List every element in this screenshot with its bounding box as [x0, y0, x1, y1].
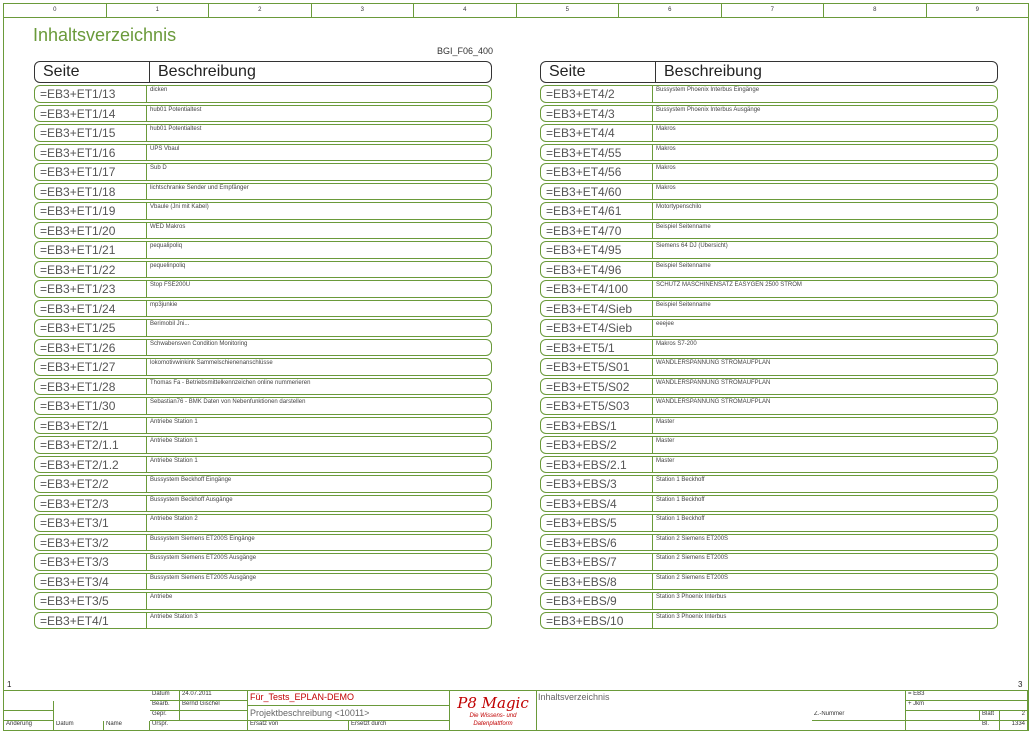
page-description: Thomas Fa - Betriebsmittelkennzeichen online nummerieren	[150, 379, 311, 386]
table-row[interactable]	[540, 261, 998, 279]
page-reference: =EB3+ET4/60	[541, 184, 653, 200]
table-row[interactable]	[34, 397, 492, 415]
table-header	[34, 61, 492, 83]
rows-left	[34, 85, 492, 629]
page-description: Antriebe	[150, 594, 173, 600]
table-row[interactable]	[34, 456, 492, 474]
table-row[interactable]	[540, 202, 998, 220]
table-row[interactable]	[540, 319, 998, 337]
ruler-cell: 5	[517, 4, 620, 17]
table-row[interactable]	[34, 105, 492, 123]
datum-col-label: Datum	[54, 721, 104, 731]
logo-sub: Datenplattform	[473, 721, 513, 727]
page-description: Motortypenschilo	[656, 204, 702, 210]
page-reference: =EB3+ET1/24	[35, 301, 147, 317]
page-description: Station 2 Siemens ET200S	[656, 555, 729, 561]
rev-cell	[4, 711, 54, 721]
page-description: Beispiel Seitenname	[656, 301, 711, 308]
page-reference: =EB3+ET1/14	[35, 106, 147, 122]
page-reference: =EB3+ET1/26	[35, 340, 147, 356]
header-seite: Seite	[35, 62, 150, 82]
table-row[interactable]	[34, 339, 492, 357]
page-description: UPS Vbaul	[150, 145, 180, 152]
name-col-label: Name	[104, 721, 150, 731]
table-row[interactable]	[34, 534, 492, 552]
ruler-cell: 1	[107, 4, 210, 17]
page-description: Master	[656, 418, 675, 425]
project-name: Für_Tests_EPLAN-DEMO	[248, 691, 450, 706]
page-reference: =EB3+ET1/25	[35, 320, 147, 336]
table-row[interactable]	[34, 280, 492, 298]
page-description: Beispiel Seitenname	[656, 223, 711, 230]
page-description: Antriebe Station 1	[150, 438, 198, 444]
table-row[interactable]	[34, 436, 492, 454]
table-row[interactable]	[34, 495, 492, 513]
logo-main: P8 Magic	[457, 694, 529, 712]
page-reference: =EB3+EBS/8	[541, 574, 653, 590]
page-description: Station 3 Phoenix Interbus	[656, 613, 727, 620]
page-description: lichtschranke Sender und Empfänger	[150, 184, 249, 191]
table-row[interactable]	[34, 573, 492, 591]
page-reference: =EB3+ET4/3	[541, 106, 653, 122]
page-title: Inhaltsverzeichnis	[33, 25, 177, 45]
page-reference: =EB3+ET4/2	[541, 86, 653, 102]
table-row[interactable]	[34, 202, 492, 220]
ruler-cell: 6	[619, 4, 722, 17]
table-row[interactable]	[540, 553, 998, 571]
table-row[interactable]	[34, 475, 492, 493]
table-row[interactable]	[34, 378, 492, 396]
page-reference: =EB3+ET1/21	[35, 242, 147, 258]
page-reference: =EB3+ET1/19	[35, 203, 147, 219]
page-reference: =EB3+ET5/S01	[541, 359, 653, 375]
gepr-label: Gepr.	[150, 711, 180, 721]
ersetzt-durch: Ersetzt durch	[349, 721, 450, 731]
page-reference: =EB3+ET4/70	[541, 223, 653, 239]
page-reference: =EB3+ET2/1.1	[35, 437, 147, 453]
sheet-title: Inhaltsverzeichnis	[536, 691, 906, 731]
page-reference: =EB3+ET2/3	[35, 496, 147, 512]
rows-right	[540, 85, 998, 629]
rev-cell	[4, 701, 54, 711]
page-reference: =EB3+EBS/9	[541, 593, 653, 609]
table-row[interactable]	[540, 612, 998, 630]
table-row[interactable]	[540, 475, 998, 493]
page-description: Station 1 Beckhoff	[656, 496, 705, 503]
page-reference: =EB3+ET1/20	[35, 223, 147, 239]
page-description: pequalipoliq	[150, 243, 183, 249]
table-row[interactable]	[540, 222, 998, 240]
page-description: Vbaule (Jni mit Kabel)	[150, 204, 209, 210]
table-row[interactable]	[540, 241, 998, 259]
page-reference: =EB3+ET3/3	[35, 554, 147, 570]
table-row[interactable]	[540, 514, 998, 532]
table-row[interactable]	[34, 144, 492, 162]
page-reference: =EB3+EBS/2.1	[541, 457, 653, 473]
bearb-value: Bernd Gischel	[180, 701, 248, 711]
page-description: pequelinpoliq	[150, 262, 186, 269]
page-description: WED Makros	[150, 223, 186, 230]
page-description: Master	[656, 438, 675, 444]
table-row[interactable]	[34, 592, 492, 610]
page-description: Makros	[656, 126, 676, 132]
table-row[interactable]	[540, 417, 998, 435]
page-description: hub01 Potentialtest	[150, 126, 202, 132]
page-description: Sub D	[150, 165, 167, 171]
page-description: Berimobil Jni...	[150, 321, 190, 327]
ruler-cell: 8	[824, 4, 927, 17]
table-row[interactable]	[34, 124, 492, 142]
table-row[interactable]	[540, 300, 998, 318]
urspr-label: Urspr.	[150, 721, 248, 731]
page-reference: =EB3+ET1/16	[35, 145, 147, 161]
page-description: Makros S7-200	[656, 340, 697, 347]
page-description: WANDLERSPANNUNG STROMAUFPLAN	[656, 360, 771, 366]
table-row[interactable]	[540, 592, 998, 610]
page-description: Schwabensven Condition Monitoring	[150, 340, 248, 347]
page-description: Bussystem Beckhoff Ausgänge	[150, 496, 233, 503]
page-reference: =EB3+ET4/95	[541, 242, 653, 258]
table-row[interactable]	[540, 397, 998, 415]
page-reference: =EB3+ET2/1	[35, 418, 147, 434]
datum-label: Datum	[150, 691, 180, 701]
table-row[interactable]	[34, 319, 492, 337]
location-code: + Jkm	[906, 701, 1028, 711]
page-description: Station 1 Beckhoff	[656, 477, 705, 483]
page-description: Station 2 Siemens ET200S	[656, 535, 729, 542]
page-description: Antriebe Station 3	[150, 613, 198, 620]
project-description: Projektbeschreibung <10011>	[248, 706, 450, 721]
page-description: Antriebe Station 1	[150, 457, 198, 464]
page-reference: =EB3+EBS/7	[541, 554, 653, 570]
header-beschreibung: Beschreibung	[158, 63, 256, 80]
page-description: Station 3 Phoenix Interbus	[656, 594, 727, 600]
page-reference: =EB3+ET2/1.2	[35, 457, 147, 473]
ersatz-von: Ersatz von	[248, 721, 349, 731]
page-description: Bussystem Siemens ET200S Ausgänge	[150, 574, 257, 581]
page-description: hub01 Potentialtest	[150, 106, 202, 113]
header-seite: Seite	[541, 62, 656, 82]
table-row[interactable]	[540, 280, 998, 298]
page-description: Antriebe Station 1	[150, 418, 198, 425]
page-description: Bussystem Siemens ET200S Eingänge	[150, 535, 255, 542]
page-description: Bussystem Phoenix Interbus Eingänge	[656, 87, 760, 93]
table-header	[540, 61, 998, 83]
page-description: WANDLERSPANNUNG STROMAUFPLAN	[656, 399, 771, 405]
page-description: Bussystem Phoenix Interbus Ausgänge	[656, 106, 761, 113]
table-row[interactable]	[34, 358, 492, 376]
p8-magic-logo	[450, 691, 537, 731]
table-row[interactable]	[540, 183, 998, 201]
page-reference: =EB3+EBS/5	[541, 515, 653, 531]
ruler-cell: 7	[722, 4, 825, 17]
page-reference: =EB3+ET4/100	[541, 281, 653, 297]
table-row[interactable]	[34, 85, 492, 103]
table-row[interactable]	[540, 105, 998, 123]
page-reference: =EB3+ET1/28	[35, 379, 147, 395]
page-reference: =EB3+ET1/18	[35, 184, 147, 200]
page-description: Sebastian76 - BMK Daten von Nebenfunktionen darstellen	[150, 399, 306, 405]
page-description: Station 2 Siemens ET200S	[656, 574, 729, 581]
page-description: Siemens 64 DJ (Übersicht)	[656, 243, 728, 249]
aenderung-label: Änderung	[4, 721, 54, 731]
table-row[interactable]	[540, 456, 998, 474]
page-description: Station 1 Beckhoff	[656, 516, 705, 522]
page-description: Bussystem Siemens ET200S Ausgänge	[150, 555, 257, 561]
table-row[interactable]	[34, 514, 492, 532]
page-reference: =EB3+EBS/3	[541, 476, 653, 492]
page-reference: =EB3+ET3/4	[35, 574, 147, 590]
table-row[interactable]	[540, 163, 998, 181]
table-row[interactable]	[540, 85, 998, 103]
table-row[interactable]	[34, 553, 492, 571]
page-reference: =EB3+ET4/Sieb	[541, 301, 653, 317]
page-reference: =EB3+ET5/1	[541, 340, 653, 356]
table-row[interactable]	[34, 261, 492, 279]
page-description: Makros	[656, 145, 676, 152]
page-description: dicken	[150, 87, 168, 93]
table-row[interactable]	[540, 534, 998, 552]
ruler-cell: 2	[209, 4, 312, 17]
table-row[interactable]	[540, 144, 998, 162]
page-reference: =EB3+ET3/2	[35, 535, 147, 551]
table-row[interactable]	[34, 222, 492, 240]
z-nummer-label: Z.-Nummer	[812, 711, 980, 721]
page-reference: =EB3+ET1/17	[35, 164, 147, 180]
page-reference: =EB3+ET4/55	[541, 145, 653, 161]
page-reference: =EB3+ET1/30	[35, 398, 147, 414]
page-reference: =EB3+ET1/23	[35, 281, 147, 297]
table-row[interactable]	[34, 612, 492, 630]
page-reference: =EB3+ET4/1	[35, 613, 147, 629]
ruler-cell: 9	[975, 7, 979, 13]
page-reference: =EB3+ET1/13	[35, 86, 147, 102]
page-description: Master	[656, 457, 675, 464]
page-reference: =EB3+EBS/2	[541, 437, 653, 453]
page-description: Bussystem Beckhoff Eingänge	[150, 477, 232, 483]
column-ruler	[4, 4, 1028, 18]
table-row[interactable]	[34, 163, 492, 181]
table-row[interactable]	[540, 124, 998, 142]
page-description: SCHUTZ MASCHINENSATZ EASYGEN 2500 STROM	[656, 282, 802, 288]
page-reference: =EB3+ET4/96	[541, 262, 653, 278]
title-block	[4, 690, 1028, 731]
page-reference: =EB3+ET5/S02	[541, 379, 653, 395]
page-reference: =EB3+ET5/S03	[541, 398, 653, 414]
corner-number-right: 3	[1018, 680, 1023, 689]
page-reference: =EB3+EBS/10	[541, 613, 653, 629]
bl-value: 1334	[1000, 721, 1028, 731]
toc-table-right	[540, 61, 998, 631]
page-reference: =EB3+ET1/15	[35, 125, 147, 141]
page-reference: =EB3+EBS/4	[541, 496, 653, 512]
page-description: WANDLERSPANNUNG STROMAUFPLAN	[656, 379, 771, 386]
ruler-cell: 4	[414, 4, 517, 17]
datum-value: 24.07.2011	[180, 691, 248, 701]
page-reference: =EB3+ET4/4	[541, 125, 653, 141]
form-code: BGI_F06_400	[437, 46, 494, 56]
page-reference: =EB3+ET3/1	[35, 515, 147, 531]
page-reference: =EB3+ET4/Sieb	[541, 320, 653, 336]
table-row[interactable]	[540, 339, 998, 357]
page-reference: =EB3+ET4/56	[541, 164, 653, 180]
corner-number-left: 1	[7, 680, 12, 689]
gepr-value	[180, 711, 248, 721]
blatt-value: 2	[1000, 711, 1028, 721]
page-description: Stop FSE200U	[150, 282, 191, 288]
toc-table-left	[34, 61, 492, 631]
page-reference: =EB3+EBS/1	[541, 418, 653, 434]
page-reference: =EB3+EBS/6	[541, 535, 653, 551]
page-description: Makros	[656, 184, 676, 191]
table-row[interactable]	[34, 417, 492, 435]
page-description: eeejee	[656, 321, 675, 327]
page-reference: =EB3+ET1/22	[35, 262, 147, 278]
page-description: Makros	[656, 165, 676, 171]
table-row[interactable]	[540, 378, 998, 396]
equipment-code: = EB3	[906, 691, 1028, 701]
page-description: Beispiel Seitenname	[656, 262, 711, 269]
page-description: Antriebe Station 2	[150, 516, 198, 522]
table-row[interactable]	[34, 300, 492, 318]
header-beschreibung: Beschreibung	[664, 63, 762, 80]
ruler-cell: 0	[4, 4, 107, 17]
bl-label: Bl.	[980, 721, 1000, 731]
page-description: lokomotivwinkink Sammelschienenanschlüsse	[150, 360, 273, 366]
ruler-cell: 3	[312, 4, 415, 17]
page-reference: =EB3+ET1/27	[35, 359, 147, 375]
blatt-label: Blatt	[980, 711, 1000, 721]
table-row[interactable]	[34, 241, 492, 259]
table-row[interactable]	[34, 183, 492, 201]
table-row[interactable]	[540, 358, 998, 376]
page-description: mp3junkie	[150, 301, 178, 308]
table-row[interactable]	[540, 436, 998, 454]
table-row[interactable]	[540, 495, 998, 513]
page-reference: =EB3+ET3/5	[35, 593, 147, 609]
bearb-label: Bearb.	[150, 701, 180, 711]
page-reference: =EB3+ET2/2	[35, 476, 147, 492]
table-row[interactable]	[540, 573, 998, 591]
logo-sub: Die Wissens- und	[469, 713, 517, 719]
page-reference: =EB3+ET4/61	[541, 203, 653, 219]
